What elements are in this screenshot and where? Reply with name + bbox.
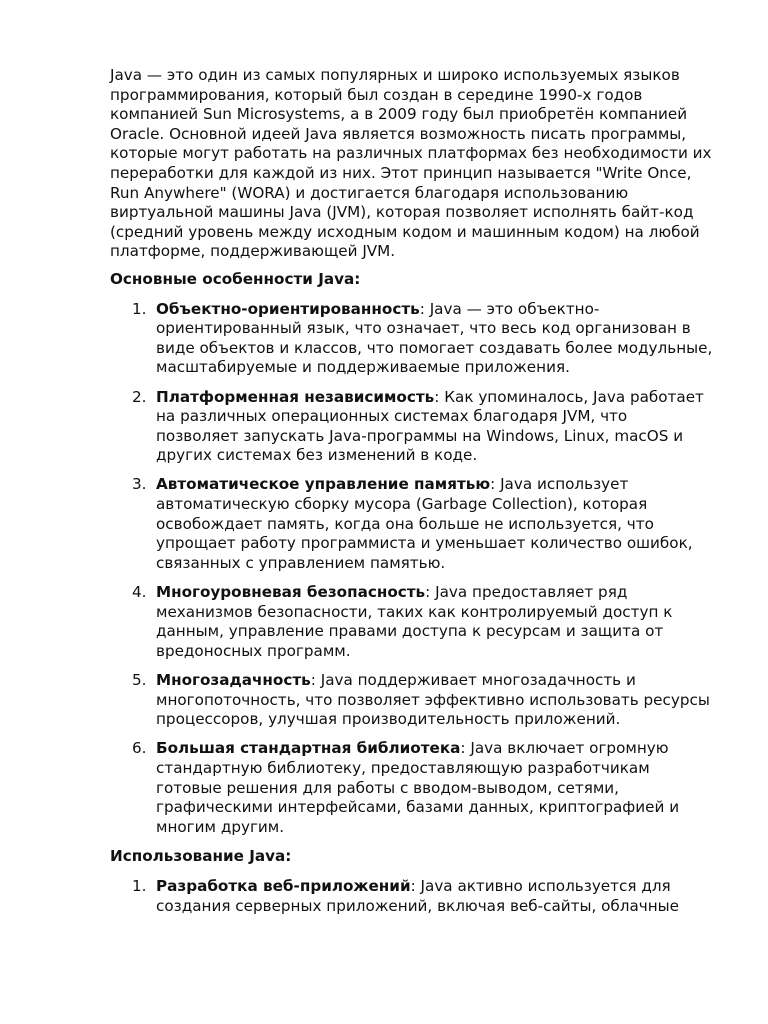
feature-term: Автоматическое управление памятью — [156, 475, 491, 494]
features-heading: Основные особенности Java: — [110, 269, 361, 288]
list-number: 6. — [132, 739, 147, 758]
feature-term: Объектно-ориентированность — [156, 299, 420, 318]
list-number: 1. — [132, 876, 147, 895]
feature-item-6 — [110, 739, 714, 837]
feature-description: : Java предоставляет ряд механизмов безопасности, таких как контролируемый доступ к данным, управление правами доступа к ресурсам и защита от вредоносных программ. — [156, 583, 673, 660]
feature-description: : Java — это объектно-ориентированный язык, что означает, что весь код организован в виде объектов и классов, что помогает создавать более модульные, масштабируемые и поддерживаемые приложения. — [156, 299, 713, 377]
usage-term: Разработка веб-приложений — [156, 876, 411, 895]
usage-description: : Java активно используется для создания серверных приложений, включая веб-сайты, облачные — [156, 876, 680, 915]
list-number: 2. — [132, 387, 147, 406]
list-number: 4. — [132, 583, 147, 602]
features-list — [110, 300, 714, 838]
feature-description: : Как упоминалось, Java работает на различных операционных системах благодаря JVM, что позволяет запускать Java-программы на Windows, Linux, macOS и других системах без изменений в коде. — [156, 387, 704, 465]
feature-term: Многозадачность — [156, 671, 311, 689]
list-number: 5. — [132, 671, 147, 689]
feature-item-3 — [110, 475, 714, 573]
document-page — [110, 66, 714, 926]
list-number: 3. — [132, 475, 147, 494]
feature-item-1 — [110, 300, 714, 378]
feature-item-4 — [110, 583, 714, 661]
feature-description: : Java использует автоматическую сборку мусора (Garbage Collection), которая освобождает память, когда она больше не используется, что упрощает работу программиста и уменьшает количество ошибок, связанных с управлением памятью. — [156, 475, 693, 572]
feature-term: Многоуровневая безопасность — [156, 583, 426, 602]
feature-term: Платформенная независимость — [156, 387, 435, 406]
feature-description: : Java поддерживает многозадачность и многопоточность, что позволяет эффективно использовать ресурсы процессоров, улучшая производительность приложений. — [156, 671, 710, 729]
feature-item-5 — [110, 671, 714, 730]
usage-heading: Использование Java: — [110, 847, 292, 866]
list-number: 1. — [132, 299, 147, 318]
usage-list — [110, 877, 714, 916]
intro-paragraph: Java — это один из самых популярных и широко используемых языков программирования, который был создан в середине 1990-х годов компанией Sun Microsystems, а в 2009 году был приобретён компанией Oracle. Основной идеей Java является возможность писать программы, которые могут работать на различных платформах без необходимости их переработки для каждой из них. Этот принцип называется "Write Once, Run Anywhere" (WORA) и достигается благодаря использованию виртуальной машины Java (JVM), которая позволяет исполнять байт-код (средний уровень между исходным кодом и машинным кодом) на любой платформе, поддерживающей JVM. — [110, 66, 712, 261]
usage-item-1 — [110, 877, 714, 916]
feature-term: Большая стандартная библиотека — [156, 739, 461, 758]
feature-item-2 — [110, 388, 714, 466]
feature-description: : Java включает огромную стандартную библиотеку, предоставляющую разработчикам готовые решения для работы с вводом-выводом, сетями, графическими интерфейсами, базами данных, криптографией и многим другим. — [156, 739, 680, 836]
